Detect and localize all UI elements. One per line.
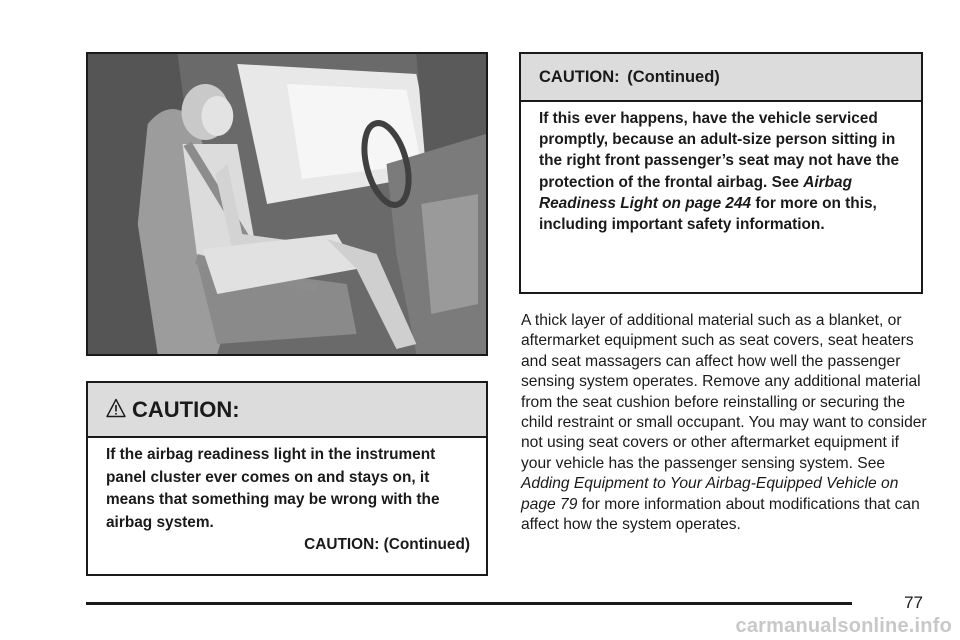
footer-rule bbox=[86, 602, 852, 605]
caution-header bbox=[88, 383, 486, 438]
passenger-seat-illustration bbox=[86, 52, 488, 356]
paragraph-text-before: A thick layer of additional material such as a blanket, or aftermarket equipment such as seat covers, seat heaters and seat massagers can affect how well the passenger sensing system operates. Remove any additional material from the seat cushion before reinstalling or securing the child restraint or small occupant. You may want to consider not using seat covers or other aftermarket equipment if your vehicle has the passenger sensing system. See bbox=[521, 312, 927, 472]
caution-box-continued bbox=[519, 52, 923, 294]
airbag-readiness-light-reference[interactable]: Airbag Readiness Light on page 244 bbox=[539, 173, 852, 212]
caution-box-airbag-light bbox=[86, 381, 488, 576]
watermark-logo: carmanualsonline.info bbox=[735, 615, 952, 637]
illustration-drawing bbox=[88, 54, 486, 354]
caution-body-text: If the airbag readiness light in the instrument panel cluster ever comes on and stays on, it means that something may be wrong with the airbag system. bbox=[106, 446, 440, 531]
caution-continued-text-before: If this ever happens, have the vehicle serviced promptly, because an adult-size person sitting in the right front passenger’s seat may not have the protection of the frontal airbag. See bbox=[539, 110, 900, 191]
caution-title: CAUTION: bbox=[132, 396, 240, 422]
caution-continued-label: CAUTION: (Continued) bbox=[304, 536, 470, 553]
adding-equipment-reference[interactable]: Adding Equipment to Your Airbag-Equipped Vehicle on page 79 bbox=[521, 475, 899, 513]
caution-continued-title: CAUTION: (Continued) bbox=[539, 67, 720, 86]
caution-continued-header bbox=[521, 54, 921, 102]
page-number: 77 bbox=[904, 593, 923, 612]
warning-triangle-icon bbox=[106, 398, 126, 418]
caution-continued-body bbox=[521, 102, 921, 235]
body-paragraph bbox=[521, 311, 929, 535]
caution-continued-text-after: for more on this, including important safety information. bbox=[539, 194, 877, 234]
paragraph-text-after: for more information about modifications that can affect how the system operates. bbox=[521, 495, 920, 534]
